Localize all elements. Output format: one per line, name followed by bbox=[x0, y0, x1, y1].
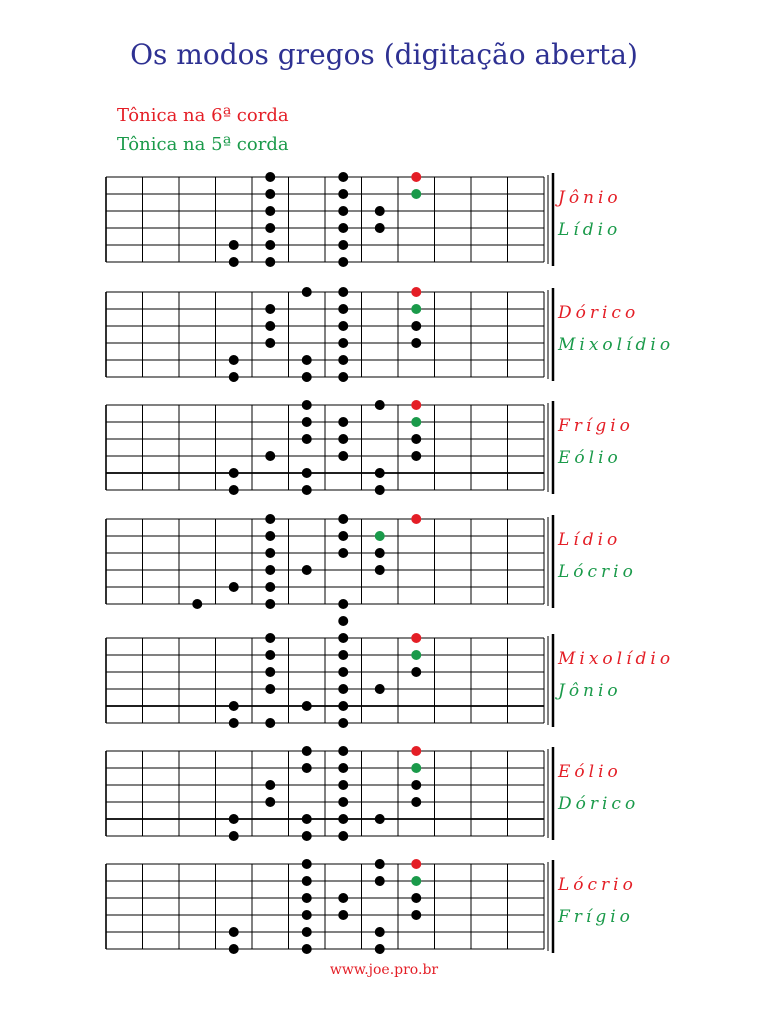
note-dot bbox=[302, 814, 312, 824]
note-dot bbox=[338, 548, 348, 558]
note-dot bbox=[229, 831, 239, 841]
note-dot bbox=[338, 355, 348, 365]
note-dot bbox=[265, 565, 275, 575]
note-dot bbox=[338, 417, 348, 427]
note-dot bbox=[265, 189, 275, 199]
root-note-5th-string-dot bbox=[411, 876, 421, 886]
note-dot bbox=[265, 531, 275, 541]
note-dot bbox=[375, 485, 385, 495]
note-dot bbox=[302, 355, 312, 365]
note-dot bbox=[338, 718, 348, 728]
note-dot bbox=[338, 304, 348, 314]
note-dot bbox=[229, 355, 239, 365]
note-dot bbox=[302, 434, 312, 444]
note-dot bbox=[302, 485, 312, 495]
note-dot bbox=[375, 206, 385, 216]
legend-root-6th-string: Tônica na 6ª corda bbox=[117, 105, 289, 126]
root-note-6th-string-dot bbox=[411, 287, 421, 297]
note-dot bbox=[229, 372, 239, 382]
note-dot bbox=[338, 531, 348, 541]
note-dot bbox=[338, 434, 348, 444]
note-dot bbox=[338, 893, 348, 903]
mode-label-red: Eólio bbox=[558, 762, 622, 782]
note-dot bbox=[411, 797, 421, 807]
note-dot bbox=[338, 684, 348, 694]
note-dot bbox=[411, 451, 421, 461]
note-dot bbox=[265, 582, 275, 592]
note-dot bbox=[338, 763, 348, 773]
note-dot bbox=[302, 746, 312, 756]
note-dot bbox=[302, 400, 312, 410]
note-dot bbox=[338, 650, 348, 660]
note-dot bbox=[229, 944, 239, 954]
note-dot bbox=[338, 172, 348, 182]
note-dot bbox=[265, 304, 275, 314]
mode-label-red: Frígio bbox=[558, 416, 634, 436]
note-dot bbox=[302, 468, 312, 478]
note-dot bbox=[265, 451, 275, 461]
mode-label-red: Jônio bbox=[558, 188, 622, 208]
mode-label-green: Frígio bbox=[558, 907, 634, 927]
note-dot bbox=[411, 321, 421, 331]
note-dot bbox=[411, 780, 421, 790]
note-dot bbox=[265, 718, 275, 728]
footer-url: www.joe.pro.br bbox=[329, 962, 439, 978]
note-dot bbox=[338, 780, 348, 790]
note-dot bbox=[338, 514, 348, 524]
mode-label-red: Lócrio bbox=[558, 875, 637, 895]
note-dot bbox=[302, 910, 312, 920]
note-dot bbox=[338, 257, 348, 267]
mode-label-green: Eólio bbox=[558, 448, 622, 468]
note-dot bbox=[375, 223, 385, 233]
root-note-5th-string-dot bbox=[411, 417, 421, 427]
root-note-5th-string-dot bbox=[411, 304, 421, 314]
note-dot bbox=[411, 893, 421, 903]
note-dot bbox=[338, 797, 348, 807]
note-dot bbox=[411, 910, 421, 920]
mode-label-green: Jônio bbox=[558, 681, 622, 701]
note-dot bbox=[375, 876, 385, 886]
note-dot bbox=[265, 240, 275, 250]
note-dot bbox=[338, 667, 348, 677]
note-dot bbox=[302, 565, 312, 575]
note-dot bbox=[302, 876, 312, 886]
note-dot bbox=[229, 240, 239, 250]
note-dot bbox=[229, 814, 239, 824]
root-note-6th-string-dot bbox=[411, 746, 421, 756]
note-dot bbox=[411, 338, 421, 348]
note-dot bbox=[229, 468, 239, 478]
note-dot bbox=[338, 616, 348, 626]
note-dot bbox=[411, 667, 421, 677]
note-dot bbox=[265, 514, 275, 524]
note-dot bbox=[265, 321, 275, 331]
note-dot bbox=[338, 189, 348, 199]
mode-label-green: Lídio bbox=[558, 220, 622, 240]
note-dot bbox=[375, 468, 385, 478]
note-dot bbox=[265, 650, 275, 660]
note-dot bbox=[375, 927, 385, 937]
mode-label-red: Mixolídio bbox=[558, 649, 675, 669]
note-dot bbox=[338, 372, 348, 382]
note-dot bbox=[338, 701, 348, 711]
note-dot bbox=[338, 338, 348, 348]
note-dot bbox=[338, 910, 348, 920]
note-dot bbox=[265, 780, 275, 790]
note-dot bbox=[302, 701, 312, 711]
root-note-5th-string-dot bbox=[411, 763, 421, 773]
note-dot bbox=[302, 763, 312, 773]
root-note-6th-string-dot bbox=[411, 633, 421, 643]
root-note-6th-string-dot bbox=[411, 400, 421, 410]
mode-label-red: Dórico bbox=[558, 303, 640, 323]
page-title: Os modos gregos (digitação aberta) bbox=[130, 38, 638, 71]
note-dot bbox=[411, 434, 421, 444]
legend-root-5th-string: Tônica na 5ª corda bbox=[117, 134, 289, 155]
note-dot bbox=[192, 599, 202, 609]
note-dot bbox=[302, 893, 312, 903]
note-dot bbox=[302, 372, 312, 382]
note-dot bbox=[338, 633, 348, 643]
root-note-5th-string-dot bbox=[411, 189, 421, 199]
note-dot bbox=[302, 859, 312, 869]
note-dot bbox=[229, 927, 239, 937]
root-note-5th-string-dot bbox=[375, 531, 385, 541]
note-dot bbox=[302, 831, 312, 841]
note-dot bbox=[229, 485, 239, 495]
note-dot bbox=[338, 206, 348, 216]
note-dot bbox=[229, 718, 239, 728]
note-dot bbox=[265, 206, 275, 216]
note-dot bbox=[375, 814, 385, 824]
note-dot bbox=[229, 582, 239, 592]
note-dot bbox=[265, 633, 275, 643]
note-dot bbox=[375, 944, 385, 954]
mode-label-green: Dórico bbox=[558, 794, 640, 814]
note-dot bbox=[302, 287, 312, 297]
note-dot bbox=[265, 223, 275, 233]
note-dot bbox=[265, 684, 275, 694]
mode-label-red: Lídio bbox=[558, 530, 622, 550]
note-dot bbox=[229, 257, 239, 267]
note-dot bbox=[338, 451, 348, 461]
note-dot bbox=[265, 667, 275, 677]
note-dot bbox=[375, 684, 385, 694]
note-dot bbox=[375, 400, 385, 410]
note-dot bbox=[338, 599, 348, 609]
note-dot bbox=[338, 287, 348, 297]
note-dot bbox=[338, 321, 348, 331]
mode-label-green: Mixolídio bbox=[558, 335, 675, 355]
note-dot bbox=[265, 797, 275, 807]
root-note-6th-string-dot bbox=[411, 172, 421, 182]
mode-label-green: Lócrio bbox=[558, 562, 637, 582]
note-dot bbox=[375, 548, 385, 558]
note-dot bbox=[265, 172, 275, 182]
note-dot bbox=[375, 565, 385, 575]
root-note-6th-string-dot bbox=[411, 859, 421, 869]
note-dot bbox=[265, 257, 275, 267]
note-dot bbox=[265, 338, 275, 348]
note-dot bbox=[229, 701, 239, 711]
note-dot bbox=[338, 746, 348, 756]
note-dot bbox=[265, 548, 275, 558]
note-dot bbox=[338, 240, 348, 250]
note-dot bbox=[302, 417, 312, 427]
note-dot bbox=[302, 927, 312, 937]
root-note-5th-string-dot bbox=[411, 650, 421, 660]
note-dot bbox=[302, 944, 312, 954]
note-dot bbox=[265, 599, 275, 609]
note-dot bbox=[338, 814, 348, 824]
note-dot bbox=[338, 831, 348, 841]
root-note-6th-string-dot bbox=[411, 514, 421, 524]
note-dot bbox=[375, 859, 385, 869]
note-dot bbox=[338, 223, 348, 233]
